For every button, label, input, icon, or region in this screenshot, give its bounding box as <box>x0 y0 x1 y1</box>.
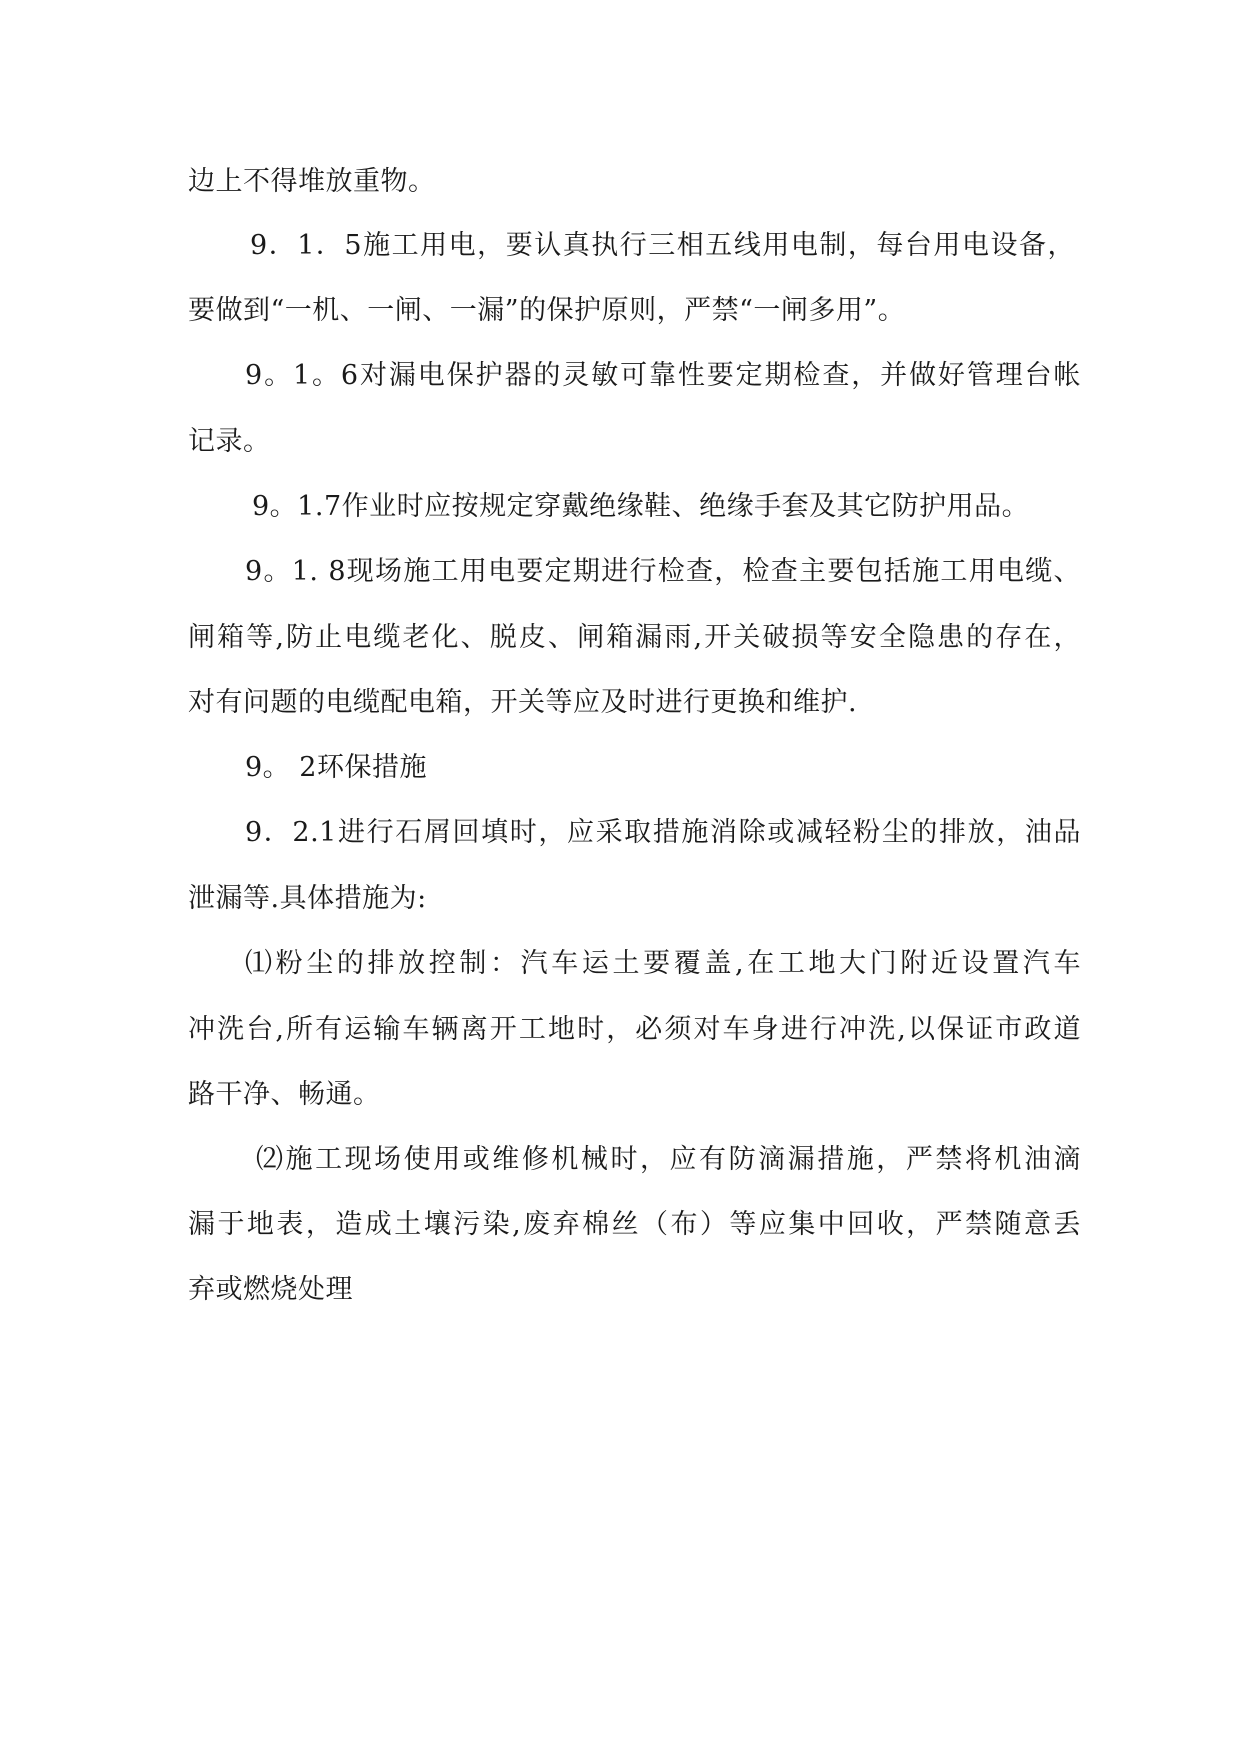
text-line: 记录。 <box>188 426 271 457</box>
text-line: 路干净、畅通。 <box>188 1079 381 1110</box>
text-line: ⑴粉尘的排放控制：汽车运土要覆盖,在工地大门附近设置汽车 <box>245 948 1081 979</box>
text-line: 弃或燃烧处理 <box>188 1274 353 1305</box>
text-line: 泄漏等.具体措施为: <box>188 883 427 914</box>
text-line: 9。1。6对漏电保护器的灵敏可靠性要定期检查，并做好管理台帐 <box>245 360 1081 391</box>
text-line: 闸箱等,防止电缆老化、脱皮、闸箱漏雨,开关破损等安全隐患的存在， <box>188 622 1081 653</box>
text-line: 9。1.7作业时应按规定穿戴绝缘鞋、绝缘手套及其它防护用品。 <box>252 491 1030 522</box>
text-line: 边上不得堆放重物。 <box>188 166 436 197</box>
text-line: 漏于地表，造成土壤污染,废弃棉丝（布）等应集中回收，严禁随意丢 <box>188 1209 1081 1240</box>
text-line: 冲洗台,所有运输车辆离开工地时，必须对车身进行冲洗,以保证市政道 <box>188 1014 1081 1045</box>
section-heading: 9。 2环保措施 <box>245 752 427 783</box>
text-line: 9．1．5施工用电，要认真执行三相五线用电制，每台用电设备， <box>250 230 1075 261</box>
text-line: 要做到“一机、一闸、一漏”的保护原则，严禁“一闸多用”。 <box>188 295 906 326</box>
text-line: ⑵施工现场使用或维修机械时，应有防滴漏措施，严禁将机油滴 <box>256 1144 1081 1175</box>
text-line: 9．2.1进行石屑回填时，应采取措施消除或减轻粉尘的排放，油品 <box>245 817 1081 848</box>
text-line: 对有问题的电缆配电箱，开关等应及时进行更换和维护. <box>188 687 858 718</box>
text-line: 9。1. 8现场施工用电要定期进行检查，检查主要包括施工用电缆、 <box>245 556 1081 587</box>
